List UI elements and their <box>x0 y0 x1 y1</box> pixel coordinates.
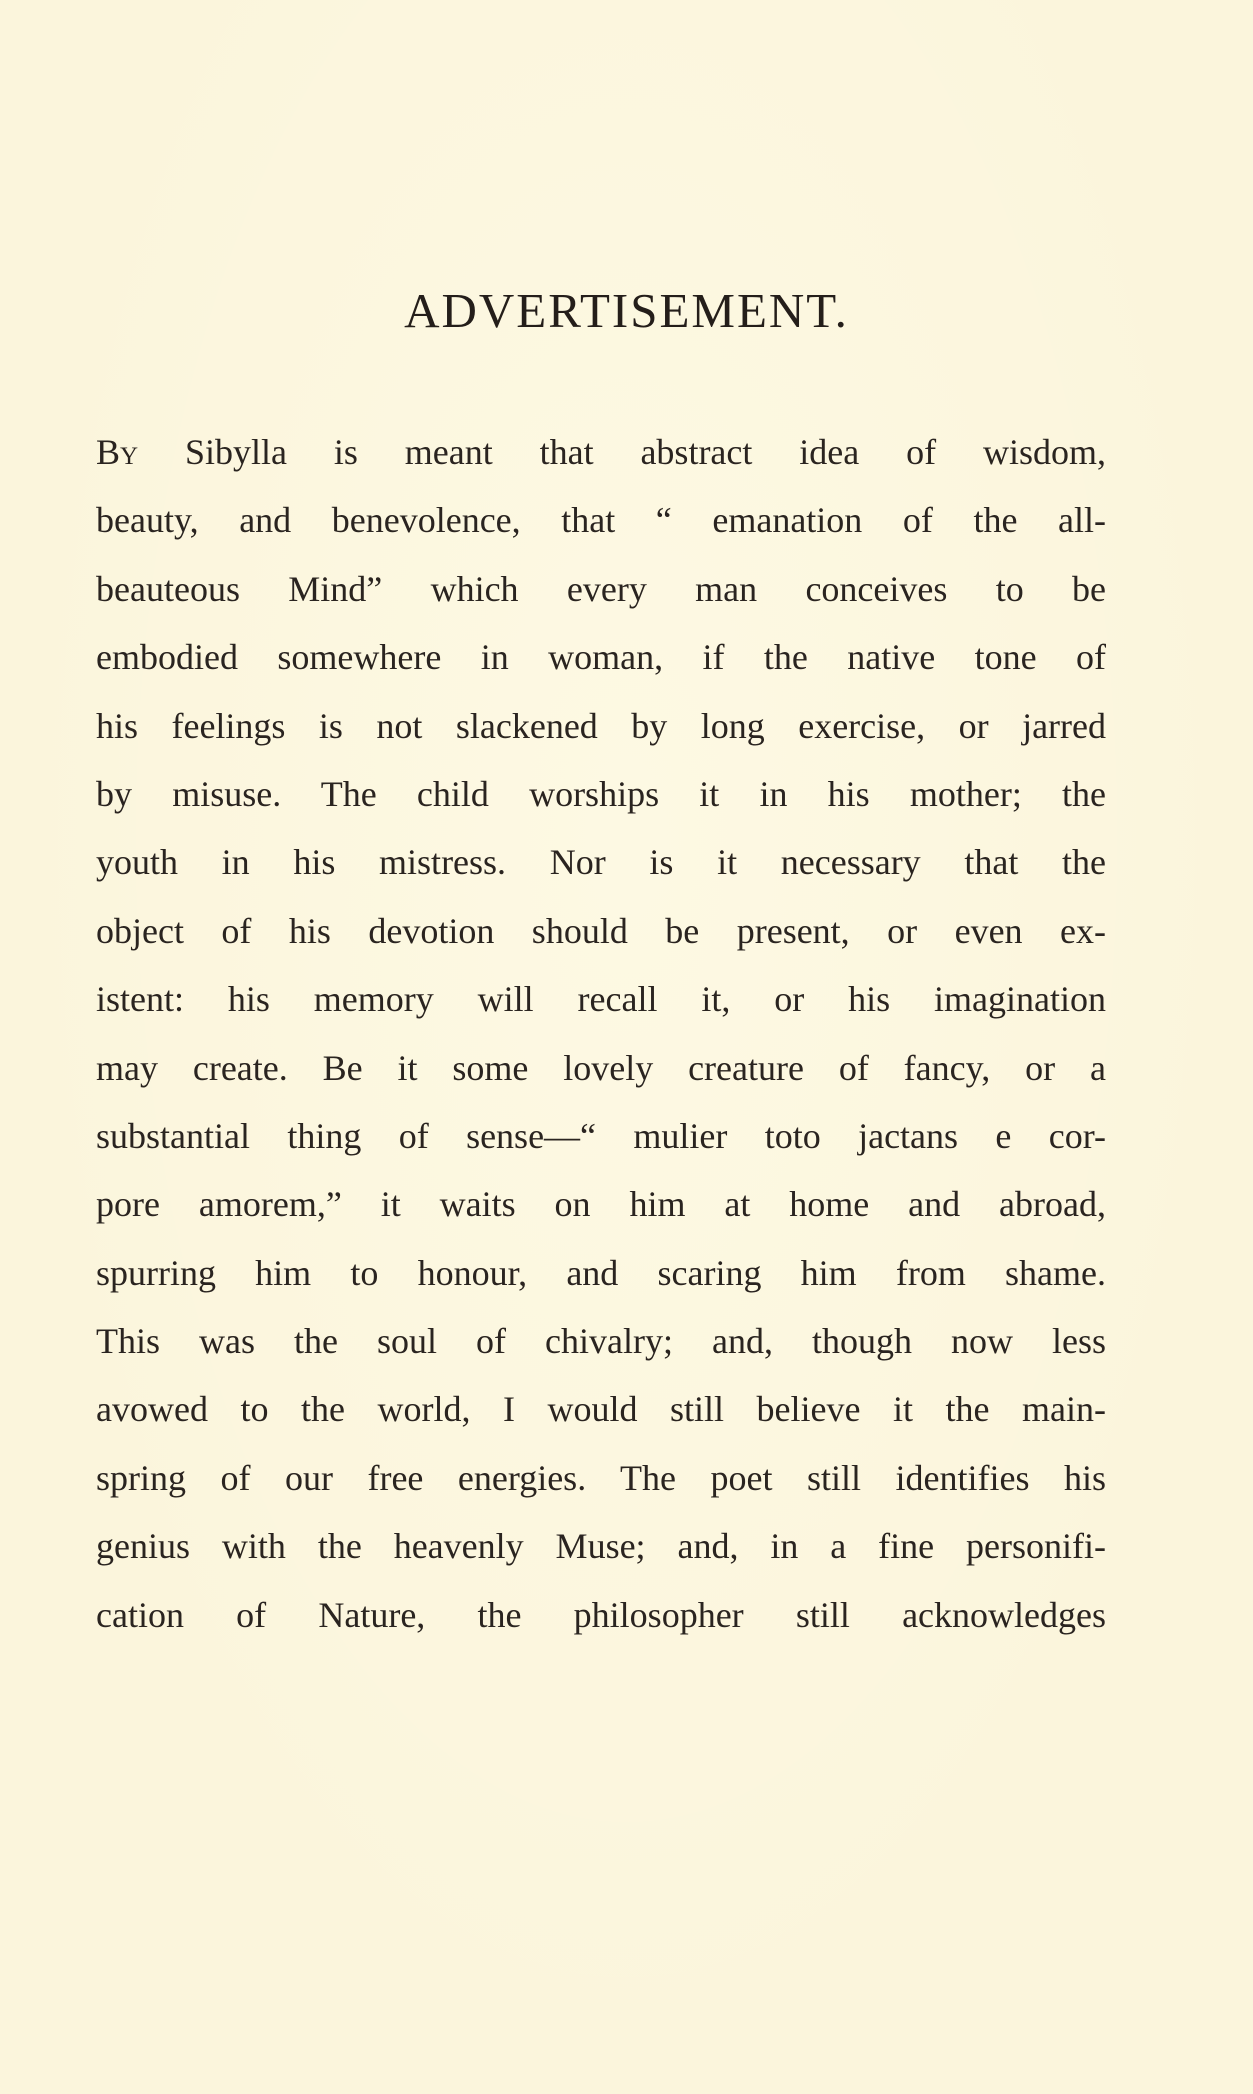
text-line: cation of Nature, the philosopher still acknowledges <box>96 1594 1106 1635</box>
text-line: spurring him to honour, and scaring him from shame. <box>96 1252 1106 1293</box>
text-line: beauteous Mind” which every man conceives to be <box>96 568 1106 609</box>
body-paragraph <box>96 418 1106 1649</box>
text-line: youth in his mistress. Nor is it necessary that the <box>96 842 1106 883</box>
text-line: genius with the heavenly Muse; and, in a fine personifi- <box>96 1526 1106 1567</box>
text-line: embodied somewhere in woman, if the native tone of <box>96 637 1106 678</box>
text-line: his feelings is not slackened by long exercise, or jarred <box>96 705 1106 746</box>
text-line: may create. Be it some lovely creature of fancy, or a <box>96 1047 1106 1088</box>
text-line: avowed to the world, I would still believe it the main- <box>96 1389 1106 1430</box>
text-line: pore amorem,” it waits on him at home and abroad, <box>96 1184 1106 1225</box>
text-line: istent: his memory will recall it, or his imagination <box>96 979 1106 1020</box>
text-line: By Sibylla is meant that abstract idea of wisdom, <box>96 432 1106 472</box>
text-line: spring of our free energies. The poet still identifies his <box>96 1457 1106 1498</box>
text-line: by misuse. The child worships it in his mother; the <box>96 773 1106 814</box>
text-line: substantial thing of sense—“ mulier toto jactans e cor- <box>96 1115 1106 1156</box>
text-line: beauty, and benevolence, that “ emanation of the all- <box>96 500 1106 541</box>
text-line: object of his devotion should be present, or even ex- <box>96 910 1106 951</box>
page-title: ADVERTISEMENT. <box>404 283 849 338</box>
opening-word: By <box>96 432 139 472</box>
text-line: This was the soul of chivalry; and, though now less <box>96 1321 1106 1362</box>
